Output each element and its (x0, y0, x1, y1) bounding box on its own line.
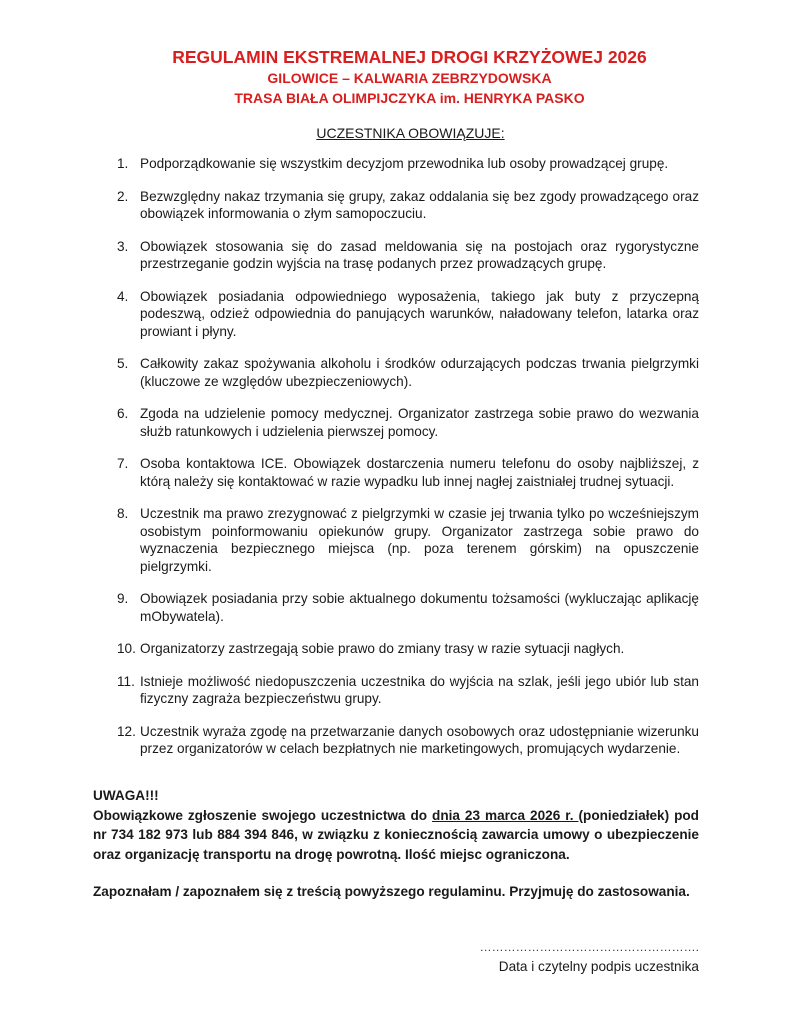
document-header (0, 46, 791, 108)
acknowledgement-statement: Zapoznałam / zapoznałem się z treścią powyższego regulaminu. Przyjmuję do zastosowania. (93, 884, 690, 899)
rule-number: 5. (117, 356, 129, 371)
rule-number: 10. (117, 641, 136, 656)
rule-text: Uczestnik wyraża zgodę na przetwarzanie danych osobowych oraz udostępnianie wizerunku przez organizatorów w celach bezpłatnych nie marketingowych, promujących wydarzenie. (140, 723, 699, 756)
rule-text: Obowiązek posiadania odpowiedniego wyposażenia, takiego jak buty z przyczepną podeszwą, odzież odpowiednia do panujących warunków, naładowany telefon, latarka oraz prowiant i płyny. (140, 288, 699, 339)
signature-block (480, 938, 699, 976)
notice-text-start: Obowiązkowe zgłoszenie swojego uczestnictwa do (93, 807, 433, 823)
rule-text: Obowiązek posiadania przy sobie aktualnego dokumentu tożsamości (wykluczając aplikację mObywatela). (140, 591, 699, 624)
rule-item (117, 238, 699, 273)
rule-text: Całkowity zakaz spożywania alkoholu i środków odurzających podczas trwania pielgrzymki (kluczowe ze względów ubezpieczeniowych). (140, 356, 699, 389)
rule-item (117, 155, 699, 173)
rule-item (117, 640, 699, 658)
rule-number: 3. (117, 238, 129, 254)
rule-item (117, 505, 699, 575)
rule-number: 1. (117, 156, 129, 171)
rule-number: 6. (117, 406, 129, 421)
rule-text: Organizatorzy zastrzegają sobie prawo do zmiany trasy w razie sytuacji nagłych. (140, 641, 625, 656)
rule-text: Istnieje możliwość niedopuszczenia uczestnika do wyjścia na szlak, jeśli jego ubiór lub stan fizyczny zagraża bezpieczeństwu grupy. (140, 673, 699, 706)
rule-number: 8. (117, 506, 129, 521)
rule-number: 2. (117, 188, 129, 204)
rule-item (117, 723, 699, 758)
rule-item (117, 188, 699, 223)
document-title: REGULAMIN EKSTREMALNEJ DROGI KRZYŻOWEJ 2026 (172, 47, 647, 67)
notice-heading: UWAGA!!! (93, 788, 159, 803)
rule-number: 7. (117, 456, 129, 471)
rule-number: 12. (117, 723, 136, 739)
rule-item (117, 455, 699, 490)
registration-deadline: dnia 23 marca 2026 r. (432, 807, 579, 823)
signature-line[interactable]: ………………………………………………. (479, 940, 699, 954)
notice-text (93, 806, 699, 865)
rule-text: Obowiązek stosowania się do zasad meldowania się na postojach oraz rygorystyczne przestrzeganie godzin wyjścia na trasę podanych przez prowadzących grupę. (140, 238, 699, 271)
rule-item (117, 405, 699, 440)
rules-list (117, 155, 699, 773)
signature-label: Data i czytelny podpis uczestnika (498, 959, 699, 974)
route-subtitle: GILOWICE – KALWARIA ZEBRZYDOWSKA (267, 70, 552, 86)
notice-block (93, 786, 699, 864)
section-heading: UCZESTNIKA OBOWIĄZUJE: (316, 125, 505, 141)
rule-number: 11. (117, 673, 135, 689)
rule-item (117, 288, 699, 341)
rule-number: 9. (117, 591, 129, 606)
rule-text: Uczestnik ma prawo zrezygnować z pielgrzymki w czasie jej trwania tylko po wcześniejszym osobistym poinformowaniu opiekunów grupy. Organizator zastrzega sobie prawo do wyznaczenia bezpiecznego miejsca (np. poza terenem górskim) na opuszczenie pielgrzymki. (140, 506, 699, 574)
rule-item (117, 355, 699, 390)
rule-text: Podporządkowanie się wszystkim decyzjom przewodnika lub osoby prowadzącej grupę. (140, 156, 669, 171)
rule-text: Bezwzględny nakaz trzymania się grupy, zakaz oddalania się bez zgody prowadzącego oraz obowiązek informowania o złym samopoczuciu. (140, 188, 699, 221)
trail-subtitle: TRASA BIAŁA OLIMPIJCZYKA im. HENRYKA PASKO (234, 90, 585, 106)
rule-number: 4. (117, 288, 129, 304)
rule-item (117, 590, 699, 625)
rule-item (117, 673, 699, 708)
rule-text: Zgoda na udzielenie pomocy medycznej. Organizator zastrzega sobie prawo do wezwania służb ratunkowych i udzielenia pierwszej pomocy. (140, 406, 699, 439)
notice-text-end: (poniedziałek) pod nr 734 182 973 lub 884 394 846, w związku z koniecznością zawarcia umowy o ubezpieczenie oraz organizację transportu na drogę powrotną. Ilość miejsc ograniczona. (93, 807, 699, 862)
rule-text: Osoba kontaktowa ICE. Obowiązek dostarczenia numeru telefonu do osoby najbliższej, z którą należy się kontaktować w razie wypadku lub innej nagłej zaistniałej trudnej sytuacji. (140, 456, 699, 489)
